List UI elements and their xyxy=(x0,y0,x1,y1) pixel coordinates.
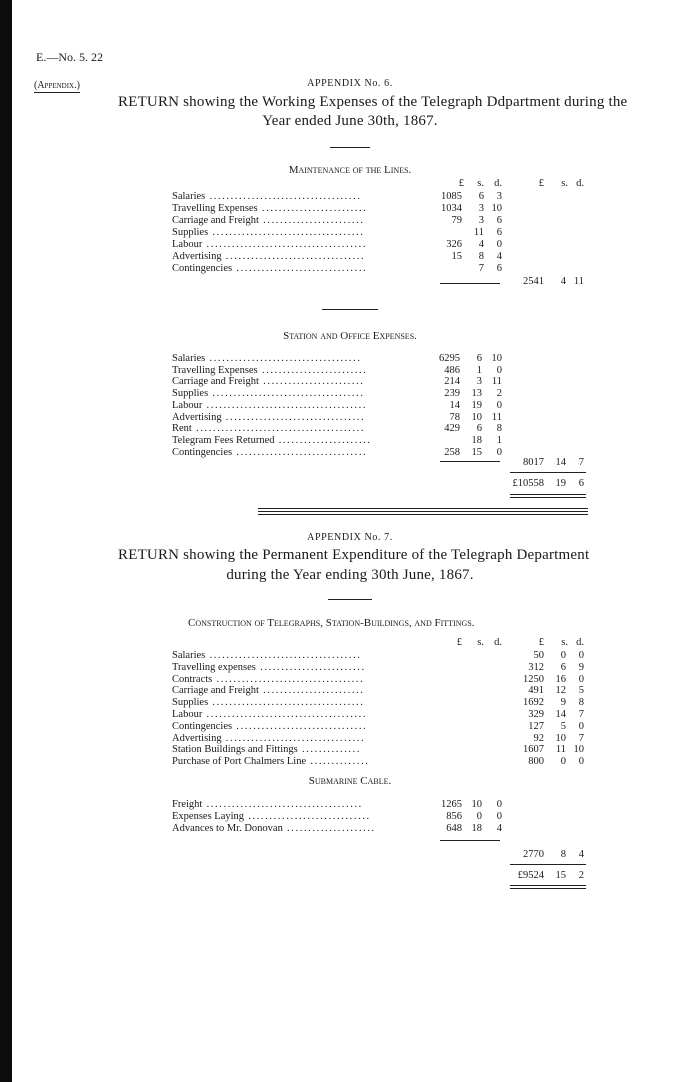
amount-pence: 0 xyxy=(496,799,502,810)
dot-leader: ......................... xyxy=(257,203,368,214)
dot-leader: ...................... xyxy=(274,434,372,446)
dot-leader: ...................................... xyxy=(202,239,368,250)
amount-pounds: 329 xyxy=(528,709,544,720)
amount-pounds: 239 xyxy=(444,388,460,400)
amount-pounds: 78 xyxy=(449,411,460,423)
amount-shillings: 0 xyxy=(560,650,566,661)
construction-column-heads xyxy=(172,637,592,649)
appendix-7-grand-total-row xyxy=(172,870,592,882)
table-row xyxy=(172,251,592,263)
amount-pounds: 326 xyxy=(446,239,462,250)
table-row xyxy=(172,662,592,674)
amount-pounds: 486 xyxy=(444,364,460,376)
amount-pence: 5 xyxy=(578,685,584,697)
row-label: Carriage and Freight ........................ xyxy=(172,376,365,388)
row-label: Travelling expenses ......................... xyxy=(172,661,366,673)
double-rule xyxy=(510,494,586,495)
submarine-total-pence: 4 xyxy=(578,849,584,860)
dot-leader: ............................. xyxy=(244,811,371,823)
dot-leader: .................................... xyxy=(208,388,365,400)
amount-shillings: 15 xyxy=(471,446,482,458)
grand-total-pence: 2 xyxy=(578,870,584,881)
amount-pence: 8 xyxy=(496,423,502,435)
dot-leader: .................................... xyxy=(205,191,362,202)
dot-leader: ........................ xyxy=(258,685,365,697)
table-row xyxy=(172,799,592,811)
dot-leader: ........................................ xyxy=(191,423,366,435)
appendix-side-label: (Appendix.) xyxy=(34,80,80,91)
table-row xyxy=(172,263,592,275)
amount-shillings: 11 xyxy=(555,744,566,756)
amount-shillings: 19 xyxy=(471,399,482,411)
amount-pounds: 648 xyxy=(446,823,462,835)
row-label: Contracts ................................... xyxy=(172,673,365,685)
appendix-6-caption: APPENDIX No. 6. xyxy=(307,78,393,89)
amount-pounds: 1085 xyxy=(441,191,462,202)
amount-pounds: 127 xyxy=(528,720,544,732)
amount-pence: 4 xyxy=(496,251,502,262)
amount-shillings: 8 xyxy=(478,251,484,262)
grand-total-pounds: £9524 xyxy=(517,870,544,881)
col-head-pence-total: d. xyxy=(576,178,584,189)
dot-leader: .................................... xyxy=(205,353,362,364)
amount-pence: 7 xyxy=(578,709,584,720)
amount-pence: 7 xyxy=(578,732,584,744)
amount-pounds: 312 xyxy=(528,661,544,673)
dot-leader: ..................... xyxy=(282,823,376,835)
dot-leader: ............................... xyxy=(232,446,368,458)
amount-pence: 8 xyxy=(578,697,584,709)
amount-pounds: 1692 xyxy=(523,697,544,709)
row-label: Contingencies ............................... xyxy=(172,720,368,732)
row-label: Telegram Fees Returned ...................... xyxy=(172,434,372,446)
amount-shillings: 18 xyxy=(471,434,482,446)
construction-heading: Construction of Telegraphs, Station-Buildings, and Fittings. xyxy=(188,617,475,629)
section-divider xyxy=(330,147,370,148)
col-head-pounds-total: £ xyxy=(538,178,544,189)
double-rule xyxy=(510,497,586,498)
amount-pounds: 1250 xyxy=(523,673,544,685)
amount-pence: 4 xyxy=(496,823,502,835)
col-head-pence-total: d. xyxy=(576,637,584,648)
amount-shillings: 9 xyxy=(560,697,566,709)
appendix-7-title-line1: RETURN showing the Permanent Expenditure of the Telegraph Department xyxy=(118,547,590,563)
maintenance-total-row xyxy=(172,276,592,288)
amount-pence: 0 xyxy=(578,756,584,768)
dot-leader: ................................. xyxy=(221,251,366,262)
row-label: Supplies .................................... xyxy=(172,227,365,238)
amount-shillings: 3 xyxy=(476,376,482,388)
table-row xyxy=(172,227,592,239)
dot-leader: ............................... xyxy=(232,720,368,732)
row-label: Supplies .................................... xyxy=(172,388,365,400)
dot-leader: ............................... xyxy=(232,263,368,274)
row-label: Carriage and Freight ........................ xyxy=(172,215,365,226)
section-divider xyxy=(328,599,372,600)
table-row xyxy=(172,811,592,823)
table-row xyxy=(172,744,592,756)
table-row xyxy=(172,823,592,835)
amount-pence: 0 xyxy=(578,650,584,661)
table-row xyxy=(172,239,592,251)
table-row xyxy=(172,215,592,227)
amount-shillings: 0 xyxy=(560,756,566,768)
maintenance-total-pounds: 2541 xyxy=(523,276,544,287)
dot-leader: ..................................... xyxy=(202,799,363,810)
appendix-separator xyxy=(258,508,588,509)
table-row xyxy=(172,733,592,745)
subtotal-rule xyxy=(510,864,586,865)
dot-leader: .................................... xyxy=(208,697,365,709)
col-head-pence: d. xyxy=(494,637,502,648)
row-label: Contingencies ............................... xyxy=(172,446,368,458)
amount-shillings: 1 xyxy=(476,364,482,376)
table-row xyxy=(172,685,592,697)
maintenance-total-pence: 11 xyxy=(573,276,584,287)
row-label: Carriage and Freight ........................ xyxy=(172,685,365,697)
station-total-pounds: 8017 xyxy=(523,457,544,468)
col-head-pence: d. xyxy=(494,178,502,189)
amount-pounds: 856 xyxy=(446,811,462,823)
subtotal-rule xyxy=(440,840,500,841)
row-label: Salaries .................................... xyxy=(172,650,362,661)
grand-total-shillings: 15 xyxy=(555,870,566,881)
amount-pounds: 14 xyxy=(449,399,460,411)
submarine-total-row xyxy=(172,849,592,861)
table-row xyxy=(172,191,592,203)
table-row xyxy=(172,650,592,662)
amount-pounds: 6295 xyxy=(439,353,460,364)
amount-pounds: 15 xyxy=(451,251,462,262)
table-row xyxy=(172,756,592,768)
submarine-total-shillings: 8 xyxy=(560,849,566,860)
amount-shillings: 18 xyxy=(471,823,482,835)
amount-shillings: 3 xyxy=(478,215,484,226)
section-divider xyxy=(322,309,378,310)
amount-pounds: 429 xyxy=(444,423,460,435)
double-rule xyxy=(510,885,586,886)
amount-pounds: 800 xyxy=(528,756,544,768)
row-label: Labour ...................................... xyxy=(172,399,368,411)
row-label: Labour ...................................... xyxy=(172,239,368,250)
dot-leader: .............. xyxy=(306,756,370,768)
amount-pounds: 1265 xyxy=(441,799,462,810)
row-label: Salaries .................................... xyxy=(172,353,362,364)
amount-shillings: 11 xyxy=(473,227,484,238)
row-label: Salaries .................................... xyxy=(172,191,362,202)
subtotal-rule xyxy=(510,472,586,473)
amount-pence: 0 xyxy=(496,399,502,411)
station-total-row xyxy=(172,457,592,469)
maintenance-total-shillings: 4 xyxy=(560,276,566,287)
amount-pence: 2 xyxy=(496,388,502,400)
amount-pence: 11 xyxy=(491,376,502,388)
amount-shillings: 7 xyxy=(478,263,484,274)
maintenance-column-heads xyxy=(172,178,592,190)
grand-total-pence: 6 xyxy=(578,478,584,489)
dot-leader: ......................... xyxy=(257,364,368,376)
row-label: Advertising ................................. xyxy=(172,251,366,262)
station-heading: Station and Office Expenses. xyxy=(283,330,417,342)
amount-shillings: 0 xyxy=(476,811,482,823)
row-label: Advertising ................................. xyxy=(172,411,366,423)
col-head-pounds-total: £ xyxy=(538,637,544,648)
dot-leader: ........................ xyxy=(258,215,365,226)
amount-pounds: 79 xyxy=(451,215,462,226)
amount-shillings: 5 xyxy=(560,720,566,732)
amount-shillings: 16 xyxy=(555,673,566,685)
dot-leader: .................................... xyxy=(205,650,362,661)
row-label: Station Buildings and Fittings .............. xyxy=(172,744,362,756)
station-total-shillings: 14 xyxy=(555,457,566,468)
amount-pounds: 258 xyxy=(444,446,460,458)
appendix-6-title-line2: Year ended June 30th, 1867. xyxy=(262,113,438,129)
amount-shillings: 3 xyxy=(478,203,484,214)
appendix-7-caption: APPENDIX No. 7. xyxy=(307,532,393,543)
row-label: Travelling Expenses ......................... xyxy=(172,364,368,376)
col-head-shillings: s. xyxy=(477,178,484,189)
row-label: Freight ..................................... xyxy=(172,799,363,810)
appendix-6-grand-total-row xyxy=(172,478,592,490)
table-row xyxy=(172,353,592,365)
amount-shillings: 6 xyxy=(478,191,484,202)
amount-shillings: 10 xyxy=(471,799,482,810)
amount-pounds: 50 xyxy=(533,650,544,661)
submarine-total-pounds: 2770 xyxy=(523,849,544,860)
amount-shillings: 14 xyxy=(555,709,566,720)
submarine-heading: Submarine Cable. xyxy=(308,775,392,787)
amount-pence: 0 xyxy=(496,364,502,376)
table-row xyxy=(172,203,592,215)
dot-leader: ................................... xyxy=(212,673,365,685)
amount-shillings: 6 xyxy=(476,423,482,435)
col-head-shillings: s. xyxy=(477,637,484,648)
table-row xyxy=(172,388,592,400)
amount-pence: 0 xyxy=(578,673,584,685)
amount-pence: 0 xyxy=(496,446,502,458)
amount-shillings: 12 xyxy=(555,685,566,697)
grand-total-pounds: £10558 xyxy=(512,478,544,489)
dot-leader: ................................. xyxy=(221,732,366,744)
dot-leader: ................................. xyxy=(221,411,366,423)
col-head-shillings-total: s. xyxy=(561,637,568,648)
amount-shillings: 4 xyxy=(478,239,484,250)
appendix-6-title-line1: RETURN showing the Working Expenses of the Telegraph Ddpartment during the xyxy=(118,94,628,110)
amount-pounds: 1034 xyxy=(441,203,462,214)
row-label: Supplies .................................... xyxy=(172,697,365,709)
amount-pence: 9 xyxy=(578,661,584,673)
amount-pence: 0 xyxy=(496,239,502,250)
dot-leader: .............. xyxy=(297,744,362,756)
row-label: Advertising ................................. xyxy=(172,732,366,744)
amount-pence: 1 xyxy=(496,434,502,446)
row-label: Purchase of Port Chalmers Line .............. xyxy=(172,756,370,768)
amount-pence: 6 xyxy=(496,263,502,274)
dot-leader: ...................................... xyxy=(202,709,368,720)
amount-pence: 0 xyxy=(496,811,502,823)
amount-shillings: 10 xyxy=(555,732,566,744)
col-head-pounds: £ xyxy=(456,637,462,648)
amount-pounds: 214 xyxy=(444,376,460,388)
row-label: Travelling Expenses ......................... xyxy=(172,203,368,214)
amount-pence: 3 xyxy=(496,191,502,202)
appendix-7-title-line2: during the Year ending 30th June, 1867. xyxy=(226,567,474,583)
table-row xyxy=(172,721,592,733)
table-row xyxy=(172,412,592,424)
amount-pence: 6 xyxy=(496,215,502,226)
row-label: Rent ........................................ xyxy=(172,423,366,435)
col-head-pounds: £ xyxy=(458,178,464,189)
table-row xyxy=(172,376,592,388)
dot-leader: ........................ xyxy=(258,376,365,388)
table-row xyxy=(172,674,592,686)
amount-shillings: 13 xyxy=(471,388,482,400)
amount-pence: 10 xyxy=(491,353,502,364)
table-row xyxy=(172,365,592,377)
dot-leader: ...................................... xyxy=(202,399,368,411)
amount-pounds: 92 xyxy=(533,732,544,744)
appendix-separator xyxy=(258,511,588,512)
station-total-pence: 7 xyxy=(578,457,584,468)
row-label: Labour ...................................... xyxy=(172,709,368,720)
table-row xyxy=(172,435,592,447)
dot-leader: .................................... xyxy=(208,227,365,238)
amount-pounds: 491 xyxy=(528,685,544,697)
page-binding-edge xyxy=(0,0,12,1082)
amount-pounds: 1607 xyxy=(523,744,544,756)
dot-leader: ......................... xyxy=(255,661,366,673)
amount-pence: 10 xyxy=(573,744,584,756)
table-row xyxy=(172,697,592,709)
col-head-shillings-total: s. xyxy=(561,178,568,189)
appendix-separator xyxy=(258,514,588,515)
double-rule xyxy=(510,888,586,889)
amount-pence: 10 xyxy=(491,203,502,214)
table-row xyxy=(172,400,592,412)
amount-shillings: 10 xyxy=(471,411,482,423)
page-reference: E.—No. 5. 22 xyxy=(36,50,103,64)
amount-pence: 0 xyxy=(578,720,584,732)
row-label: Expenses Laying ............................. xyxy=(172,811,371,823)
amount-shillings: 6 xyxy=(476,353,482,364)
table-row xyxy=(172,709,592,721)
table-row xyxy=(172,423,592,435)
row-label: Advances to Mr. Donovan ..................... xyxy=(172,823,376,835)
maintenance-heading: Maintenance of the Lines. xyxy=(288,164,412,176)
amount-shillings: 6 xyxy=(560,661,566,673)
grand-total-shillings: 19 xyxy=(555,478,566,489)
row-label: Contingencies ............................... xyxy=(172,263,368,274)
amount-pence: 11 xyxy=(491,411,502,423)
amount-pence: 6 xyxy=(496,227,502,238)
